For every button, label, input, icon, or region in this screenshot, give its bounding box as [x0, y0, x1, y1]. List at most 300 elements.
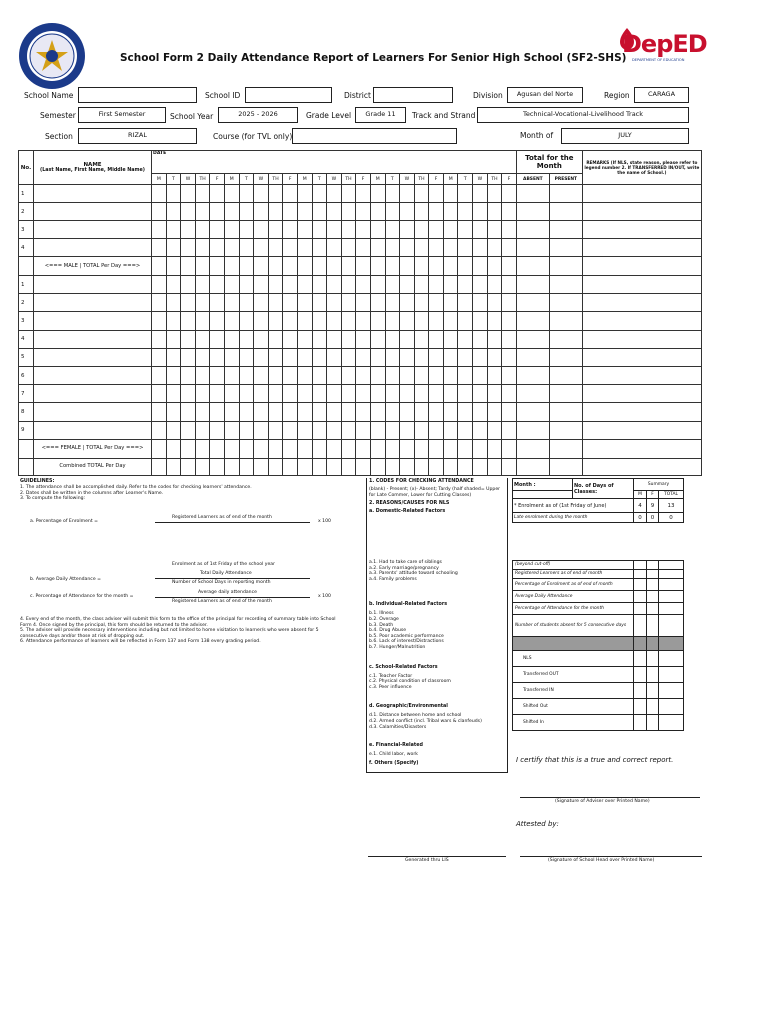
attendance-cell[interactable]: [283, 439, 298, 458]
attendance-cell[interactable]: [429, 276, 444, 294]
attendance-cell[interactable]: [516, 458, 549, 475]
attendance-cell[interactable]: [458, 221, 473, 239]
attendance-cell[interactable]: [385, 385, 400, 403]
attendance-cell[interactable]: [549, 239, 582, 257]
attendance-cell[interactable]: [549, 439, 582, 458]
attendance-cell[interactable]: [458, 421, 473, 439]
attendance-cell[interactable]: [312, 312, 327, 330]
attendance-cell[interactable]: [429, 294, 444, 312]
attendance-cell[interactable]: [443, 276, 458, 294]
attendance-cell[interactable]: [283, 348, 298, 366]
attendance-cell[interactable]: [195, 439, 210, 458]
attendance-cell[interactable]: [268, 385, 283, 403]
attendance-cell[interactable]: [224, 385, 239, 403]
attendance-cell[interactable]: [582, 439, 701, 458]
attendance-cell[interactable]: [224, 221, 239, 239]
attendance-cell[interactable]: [341, 348, 356, 366]
attendance-cell[interactable]: [166, 403, 181, 421]
attendance-cell[interactable]: [582, 294, 701, 312]
attendance-cell[interactable]: [502, 312, 517, 330]
attendance-cell[interactable]: [502, 221, 517, 239]
attendance-cell[interactable]: [370, 294, 385, 312]
attendance-cell[interactable]: [458, 439, 473, 458]
attendance-cell[interactable]: [166, 439, 181, 458]
attendance-cell[interactable]: [195, 403, 210, 421]
attendance-cell[interactable]: [254, 312, 269, 330]
summary-value-cell[interactable]: [634, 637, 647, 651]
attendance-cell[interactable]: [370, 366, 385, 384]
attendance-cell[interactable]: [224, 421, 239, 439]
attendance-cell[interactable]: [297, 294, 312, 312]
attendance-cell[interactable]: [443, 366, 458, 384]
attendance-cell[interactable]: [327, 366, 342, 384]
attendance-cell[interactable]: [224, 330, 239, 348]
attendance-cell[interactable]: [152, 257, 167, 276]
summary-value-cell[interactable]: [647, 683, 659, 699]
attendance-cell[interactable]: [414, 348, 429, 366]
attendance-cell[interactable]: [210, 221, 225, 239]
attendance-cell[interactable]: [239, 348, 254, 366]
attendance-cell[interactable]: [487, 239, 502, 257]
attendance-cell[interactable]: [210, 294, 225, 312]
attendance-cell[interactable]: [210, 439, 225, 458]
attendance-cell[interactable]: [414, 257, 429, 276]
attendance-cell[interactable]: [283, 185, 298, 203]
attendance-cell[interactable]: [152, 203, 167, 221]
attendance-cell[interactable]: [268, 458, 283, 475]
attendance-cell[interactable]: [549, 185, 582, 203]
attendance-cell[interactable]: [195, 276, 210, 294]
attendance-cell[interactable]: [239, 458, 254, 475]
attendance-cell[interactable]: [312, 439, 327, 458]
attendance-cell[interactable]: [385, 239, 400, 257]
attendance-cell[interactable]: [224, 203, 239, 221]
attendance-cell[interactable]: [458, 330, 473, 348]
attendance-cell[interactable]: [210, 276, 225, 294]
summary-value-cell[interactable]: [634, 699, 647, 715]
attendance-cell[interactable]: [152, 294, 167, 312]
attendance-cell[interactable]: [385, 348, 400, 366]
attendance-cell[interactable]: [429, 257, 444, 276]
attendance-cell[interactable]: [239, 239, 254, 257]
attendance-cell[interactable]: [487, 221, 502, 239]
attendance-cell[interactable]: [254, 203, 269, 221]
attendance-cell[interactable]: [152, 185, 167, 203]
summary-value-cell[interactable]: [659, 637, 684, 651]
attendance-cell[interactable]: [356, 185, 371, 203]
attendance-cell[interactable]: [549, 276, 582, 294]
summary-value-cell[interactable]: [647, 651, 659, 667]
attendance-cell[interactable]: [297, 348, 312, 366]
attendance-cell[interactable]: [297, 203, 312, 221]
attendance-cell[interactable]: [210, 203, 225, 221]
attendance-cell[interactable]: [312, 257, 327, 276]
attendance-cell[interactable]: [224, 257, 239, 276]
attendance-cell[interactable]: [356, 312, 371, 330]
attendance-cell[interactable]: [414, 366, 429, 384]
attendance-cell[interactable]: [341, 330, 356, 348]
school-year-field[interactable]: 2025 - 2026: [218, 107, 298, 123]
summary-value-cell[interactable]: [659, 561, 684, 570]
track-field[interactable]: Technical-Vocational-Livelihood Track: [477, 107, 689, 123]
attendance-cell[interactable]: [473, 330, 488, 348]
attendance-cell[interactable]: [370, 257, 385, 276]
attendance-cell[interactable]: [458, 403, 473, 421]
learner-name-cell[interactable]: [34, 330, 152, 348]
attendance-cell[interactable]: [356, 330, 371, 348]
attendance-cell[interactable]: [297, 221, 312, 239]
attendance-cell[interactable]: [356, 276, 371, 294]
attendance-cell[interactable]: [268, 439, 283, 458]
attendance-cell[interactable]: [549, 385, 582, 403]
attendance-cell[interactable]: [181, 312, 196, 330]
attendance-cell[interactable]: [414, 239, 429, 257]
attendance-cell[interactable]: [297, 276, 312, 294]
attendance-cell[interactable]: [582, 348, 701, 366]
attendance-cell[interactable]: [473, 276, 488, 294]
attendance-cell[interactable]: [166, 239, 181, 257]
attendance-cell[interactable]: [268, 421, 283, 439]
attendance-cell[interactable]: [283, 276, 298, 294]
attendance-cell[interactable]: [414, 421, 429, 439]
attendance-cell[interactable]: [429, 385, 444, 403]
attendance-cell[interactable]: [429, 330, 444, 348]
attendance-cell[interactable]: [549, 348, 582, 366]
attendance-cell[interactable]: [356, 348, 371, 366]
attendance-cell[interactable]: [297, 421, 312, 439]
attendance-cell[interactable]: [297, 385, 312, 403]
course-field[interactable]: [292, 128, 457, 144]
attendance-cell[interactable]: [487, 366, 502, 384]
attendance-cell[interactable]: [181, 330, 196, 348]
learner-name-cell[interactable]: [34, 312, 152, 330]
attendance-cell[interactable]: [385, 257, 400, 276]
attendance-cell[interactable]: [254, 348, 269, 366]
learner-name-cell[interactable]: [34, 221, 152, 239]
attendance-cell[interactable]: [341, 385, 356, 403]
attendance-cell[interactable]: [370, 330, 385, 348]
attendance-cell[interactable]: [385, 185, 400, 203]
attendance-cell[interactable]: [400, 294, 415, 312]
attendance-cell[interactable]: [210, 330, 225, 348]
attendance-cell[interactable]: [181, 458, 196, 475]
attendance-cell[interactable]: [152, 330, 167, 348]
attendance-cell[interactable]: [414, 203, 429, 221]
attendance-cell[interactable]: [181, 221, 196, 239]
summary-value-cell[interactable]: [647, 715, 659, 731]
attendance-cell[interactable]: [502, 403, 517, 421]
attendance-cell[interactable]: [414, 294, 429, 312]
attendance-cell[interactable]: [283, 257, 298, 276]
attendance-cell[interactable]: [487, 348, 502, 366]
attendance-cell[interactable]: [297, 439, 312, 458]
attendance-cell[interactable]: [341, 421, 356, 439]
attendance-cell[interactable]: [268, 294, 283, 312]
attendance-cell[interactable]: [458, 257, 473, 276]
attendance-cell[interactable]: [549, 330, 582, 348]
attendance-cell[interactable]: [297, 257, 312, 276]
attendance-cell[interactable]: [473, 294, 488, 312]
attendance-cell[interactable]: [210, 185, 225, 203]
attendance-cell[interactable]: [152, 439, 167, 458]
attendance-cell[interactable]: [312, 276, 327, 294]
attendance-cell[interactable]: [312, 330, 327, 348]
attendance-cell[interactable]: [239, 312, 254, 330]
summary-value-cell[interactable]: [659, 683, 684, 699]
summary-value-cell[interactable]: [659, 591, 684, 603]
attendance-cell[interactable]: [473, 239, 488, 257]
month-field[interactable]: JULY: [561, 128, 689, 144]
attendance-cell[interactable]: [443, 421, 458, 439]
attendance-cell[interactable]: [516, 294, 549, 312]
attendance-cell[interactable]: [254, 458, 269, 475]
attendance-cell[interactable]: [400, 366, 415, 384]
summary-value-cell[interactable]: [659, 699, 684, 715]
attendance-cell[interactable]: [502, 439, 517, 458]
attendance-cell[interactable]: [443, 330, 458, 348]
attendance-cell[interactable]: [283, 239, 298, 257]
attendance-cell[interactable]: [502, 330, 517, 348]
attendance-cell[interactable]: [414, 312, 429, 330]
attendance-cell[interactable]: [502, 239, 517, 257]
attendance-cell[interactable]: [487, 203, 502, 221]
attendance-cell[interactable]: [152, 403, 167, 421]
attendance-cell[interactable]: [582, 239, 701, 257]
summary-value-cell[interactable]: [647, 667, 659, 683]
attendance-cell[interactable]: [502, 257, 517, 276]
attendance-cell[interactable]: [327, 294, 342, 312]
attendance-cell[interactable]: [549, 366, 582, 384]
attendance-cell[interactable]: [327, 203, 342, 221]
attendance-cell[interactable]: [312, 366, 327, 384]
attendance-cell[interactable]: [473, 403, 488, 421]
attendance-cell[interactable]: [487, 185, 502, 203]
summary-value-cell[interactable]: [634, 591, 647, 603]
attendance-cell[interactable]: [312, 385, 327, 403]
attendance-cell[interactable]: [473, 366, 488, 384]
attendance-cell[interactable]: [400, 239, 415, 257]
attendance-cell[interactable]: [166, 185, 181, 203]
attendance-cell[interactable]: [582, 421, 701, 439]
attendance-cell[interactable]: [414, 385, 429, 403]
attendance-cell[interactable]: [239, 421, 254, 439]
summary-value-cell[interactable]: [634, 667, 647, 683]
attendance-cell[interactable]: [443, 458, 458, 475]
attendance-cell[interactable]: [268, 221, 283, 239]
summary-value-cell[interactable]: [647, 637, 659, 651]
attendance-cell[interactable]: [195, 221, 210, 239]
summary-value-cell[interactable]: [647, 579, 659, 591]
attendance-cell[interactable]: [195, 203, 210, 221]
attendance-cell[interactable]: [268, 203, 283, 221]
attendance-cell[interactable]: [210, 366, 225, 384]
grade-level-field[interactable]: Grade 11: [355, 107, 406, 123]
attendance-cell[interactable]: [582, 458, 701, 475]
attendance-cell[interactable]: [254, 403, 269, 421]
district-field[interactable]: [373, 87, 453, 103]
attendance-cell[interactable]: [195, 257, 210, 276]
attendance-cell[interactable]: [400, 312, 415, 330]
learner-name-cell[interactable]: [34, 276, 152, 294]
attendance-cell[interactable]: [224, 185, 239, 203]
attendance-cell[interactable]: [268, 257, 283, 276]
attendance-cell[interactable]: [400, 221, 415, 239]
summary-value-cell[interactable]: [634, 603, 647, 615]
attendance-cell[interactable]: [297, 458, 312, 475]
attendance-cell[interactable]: [224, 458, 239, 475]
attendance-cell[interactable]: [582, 276, 701, 294]
summary-value-cell[interactable]: [659, 715, 684, 731]
attendance-cell[interactable]: [582, 385, 701, 403]
attendance-cell[interactable]: [254, 421, 269, 439]
attendance-cell[interactable]: [414, 185, 429, 203]
summary-value-cell[interactable]: [634, 683, 647, 699]
attendance-cell[interactable]: [356, 458, 371, 475]
attendance-cell[interactable]: [268, 276, 283, 294]
attendance-cell[interactable]: [152, 366, 167, 384]
attendance-cell[interactable]: [502, 421, 517, 439]
attendance-cell[interactable]: [429, 403, 444, 421]
attendance-cell[interactable]: [458, 294, 473, 312]
attendance-cell[interactable]: [458, 239, 473, 257]
attendance-cell[interactable]: [502, 185, 517, 203]
attendance-cell[interactable]: [429, 366, 444, 384]
attendance-cell[interactable]: [254, 366, 269, 384]
attendance-cell[interactable]: [370, 276, 385, 294]
attendance-cell[interactable]: [502, 294, 517, 312]
attendance-cell[interactable]: [327, 403, 342, 421]
attendance-cell[interactable]: [385, 221, 400, 239]
attendance-cell[interactable]: [516, 330, 549, 348]
attendance-cell[interactable]: [549, 294, 582, 312]
attendance-cell[interactable]: [385, 421, 400, 439]
attendance-cell[interactable]: [254, 439, 269, 458]
attendance-cell[interactable]: [429, 239, 444, 257]
attendance-cell[interactable]: [283, 385, 298, 403]
attendance-cell[interactable]: [414, 403, 429, 421]
attendance-cell[interactable]: [549, 221, 582, 239]
attendance-cell[interactable]: [473, 221, 488, 239]
attendance-cell[interactable]: [312, 348, 327, 366]
attendance-cell[interactable]: [327, 276, 342, 294]
attendance-cell[interactable]: [385, 403, 400, 421]
attendance-cell[interactable]: [356, 439, 371, 458]
attendance-cell[interactable]: [181, 403, 196, 421]
attendance-cell[interactable]: [210, 458, 225, 475]
attendance-cell[interactable]: [356, 294, 371, 312]
attendance-cell[interactable]: [516, 403, 549, 421]
attendance-cell[interactable]: [443, 439, 458, 458]
attendance-cell[interactable]: [487, 276, 502, 294]
attendance-cell[interactable]: [268, 312, 283, 330]
attendance-cell[interactable]: [312, 239, 327, 257]
attendance-cell[interactable]: [414, 439, 429, 458]
attendance-cell[interactable]: [268, 330, 283, 348]
attendance-cell[interactable]: [166, 385, 181, 403]
attendance-cell[interactable]: [239, 185, 254, 203]
attendance-cell[interactable]: [152, 312, 167, 330]
attendance-cell[interactable]: [473, 421, 488, 439]
attendance-cell[interactable]: [400, 203, 415, 221]
attendance-cell[interactable]: [195, 294, 210, 312]
attendance-cell[interactable]: [152, 421, 167, 439]
attendance-cell[interactable]: [312, 203, 327, 221]
attendance-cell[interactable]: [195, 330, 210, 348]
division-field[interactable]: Agusan del Norte: [507, 87, 583, 103]
attendance-cell[interactable]: [473, 203, 488, 221]
attendance-cell[interactable]: [327, 221, 342, 239]
attendance-cell[interactable]: [181, 276, 196, 294]
attendance-cell[interactable]: [181, 348, 196, 366]
attendance-cell[interactable]: [502, 276, 517, 294]
attendance-cell[interactable]: [370, 403, 385, 421]
attendance-cell[interactable]: [356, 385, 371, 403]
attendance-cell[interactable]: [166, 348, 181, 366]
attendance-cell[interactable]: [210, 385, 225, 403]
attendance-cell[interactable]: [487, 257, 502, 276]
attendance-cell[interactable]: [385, 458, 400, 475]
attendance-cell[interactable]: [239, 385, 254, 403]
attendance-cell[interactable]: [239, 439, 254, 458]
attendance-cell[interactable]: [152, 276, 167, 294]
attendance-cell[interactable]: [400, 276, 415, 294]
attendance-cell[interactable]: [181, 257, 196, 276]
attendance-cell[interactable]: [254, 257, 269, 276]
attendance-cell[interactable]: [443, 185, 458, 203]
attendance-cell[interactable]: [312, 403, 327, 421]
attendance-cell[interactable]: [487, 294, 502, 312]
summary-value-cell[interactable]: [647, 591, 659, 603]
attendance-cell[interactable]: [341, 221, 356, 239]
attendance-cell[interactable]: [224, 312, 239, 330]
attendance-cell[interactable]: [516, 385, 549, 403]
attendance-cell[interactable]: [370, 185, 385, 203]
attendance-cell[interactable]: [341, 403, 356, 421]
learner-name-cell[interactable]: [34, 348, 152, 366]
attendance-cell[interactable]: [283, 330, 298, 348]
attendance-cell[interactable]: [429, 458, 444, 475]
attendance-cell[interactable]: [224, 348, 239, 366]
attendance-cell[interactable]: [224, 276, 239, 294]
attendance-cell[interactable]: [370, 385, 385, 403]
attendance-cell[interactable]: [254, 330, 269, 348]
attendance-cell[interactable]: [582, 257, 701, 276]
attendance-cell[interactable]: [443, 348, 458, 366]
summary-value-cell[interactable]: [659, 603, 684, 615]
attendance-cell[interactable]: [356, 239, 371, 257]
attendance-cell[interactable]: [341, 257, 356, 276]
section-field[interactable]: RIZAL: [78, 128, 197, 144]
attendance-cell[interactable]: [283, 403, 298, 421]
attendance-cell[interactable]: [239, 257, 254, 276]
summary-value-cell[interactable]: [634, 561, 647, 570]
attendance-cell[interactable]: [224, 403, 239, 421]
attendance-cell[interactable]: [443, 257, 458, 276]
summary-value-cell[interactable]: [647, 603, 659, 615]
attendance-cell[interactable]: [283, 203, 298, 221]
attendance-cell[interactable]: [516, 348, 549, 366]
summary-value-cell[interactable]: [634, 651, 647, 667]
attendance-cell[interactable]: [429, 203, 444, 221]
learner-name-cell[interactable]: [34, 185, 152, 203]
attendance-cell[interactable]: [224, 239, 239, 257]
attendance-cell[interactable]: [239, 294, 254, 312]
attendance-cell[interactable]: [283, 294, 298, 312]
attendance-cell[interactable]: [195, 312, 210, 330]
attendance-cell[interactable]: [268, 403, 283, 421]
attendance-cell[interactable]: [283, 458, 298, 475]
attendance-cell[interactable]: [312, 294, 327, 312]
